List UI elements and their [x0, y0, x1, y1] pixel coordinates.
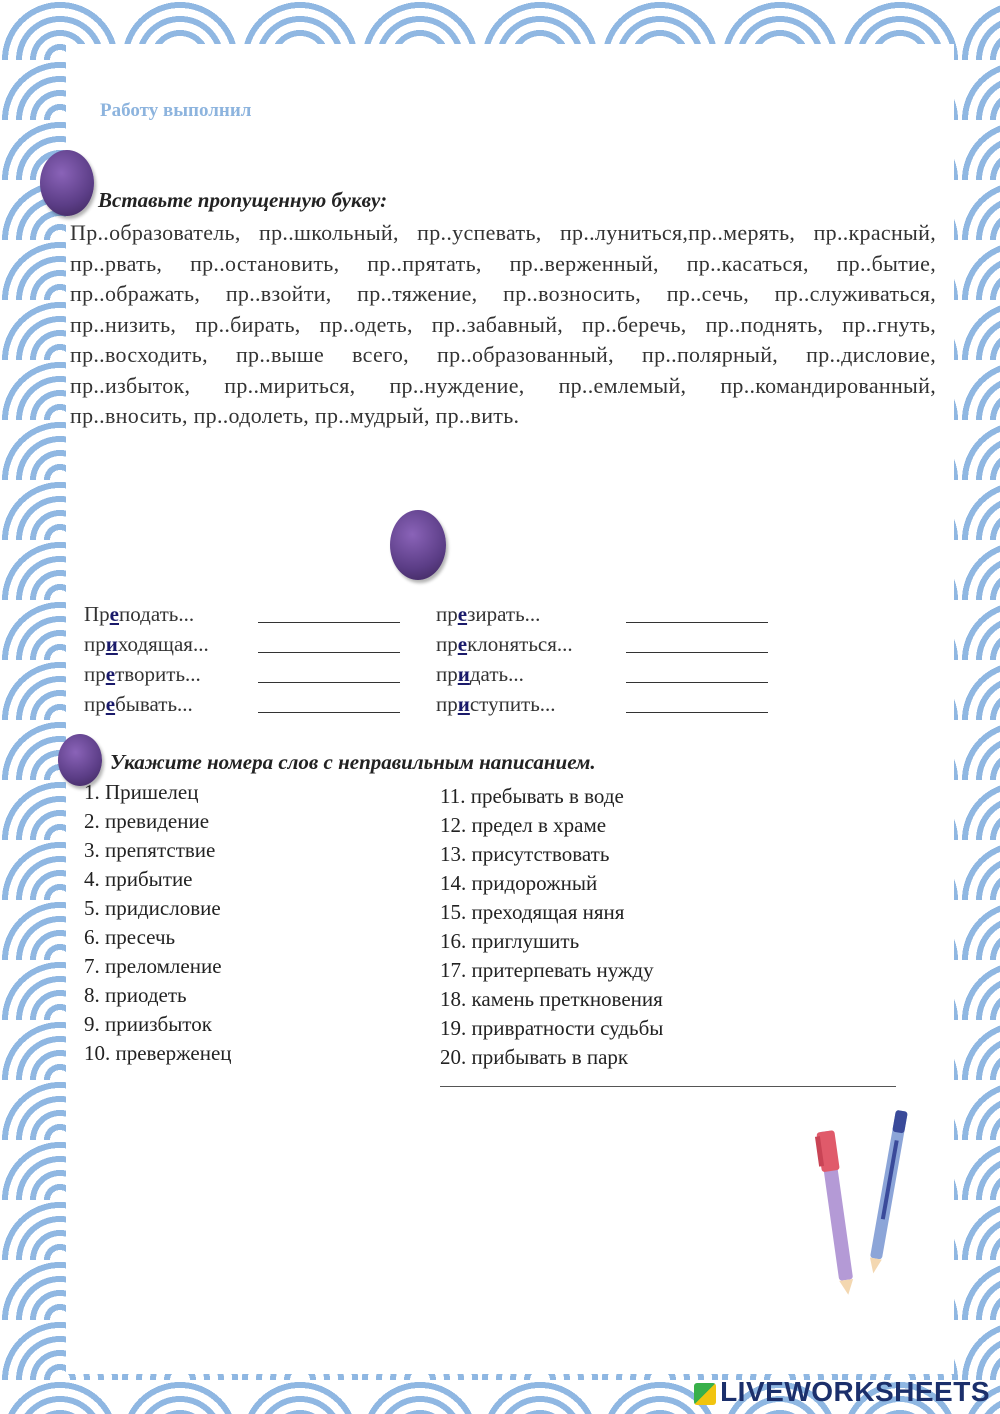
answer-line[interactable] [626, 712, 768, 713]
list-item: 11. пребывать в воде [440, 784, 624, 808]
list-item: 8. приодеть [84, 983, 187, 1007]
answer-line[interactable] [626, 682, 768, 683]
word-item: пребывать... [84, 692, 193, 716]
task2-word-grid [84, 602, 784, 722]
list-item: 5. придисловие [84, 896, 221, 920]
task3-title: Укажите номера слов с неправильным написанием. [110, 750, 596, 774]
task1-passage: Пр..образователь, пр..школьный, пр..успевать, пр..луниться,пр..мерять, пр..красный, пр..рвать, пр..остановить, пр..прятать, пр..верженный, пр..касаться, пр..бытие, пр..ображать, пр..взойти, пр..тяжение, пр..возносить, пр..сечь, пр..служиваться, пр..низить, пр..бирать, пр..одеть, пр..забавный, пр..беречь, пр..поднять, пр..гнуть, пр..восходить, пр..выше всего, пр..образованный, пр..полярный, пр..дисловие, пр..избыток, пр..мириться, пр..нуждение, пр..емлемый, пр..командированный, пр..вносить, пр..одолеть, пр..мудрый, пр..вить. [70, 220, 936, 428]
word-item: Преподать... [84, 602, 195, 626]
answer-line[interactable] [258, 712, 400, 713]
word-list-right [440, 782, 663, 1072]
list-item: 10. преверженец [84, 1041, 232, 1065]
list-item: 17. притерпевать нужду [440, 958, 654, 982]
task1-title: Вставьте пропущенную букву: [98, 188, 388, 212]
word-item: приступить... [436, 692, 556, 716]
header-title: Работу выполнил [100, 100, 252, 121]
list-item: 20. прибывать в парк [440, 1045, 629, 1069]
pens-icon [810, 1100, 920, 1300]
answer-line[interactable] [258, 652, 400, 653]
answer-line[interactable] [626, 652, 768, 653]
word-item: презирать... [436, 602, 541, 626]
list-item: 3. препятствие [84, 838, 216, 862]
list-item: 2. превидение [84, 809, 210, 833]
brand-logo: LIVEWORKSHEETS [694, 1376, 990, 1408]
list-item: 4. прибытие [84, 867, 193, 891]
word-item: преклоняться... [436, 632, 573, 656]
word-item: приходящая... [84, 632, 209, 656]
list-item: 6. пресечь [84, 925, 176, 949]
list-item: 18. камень преткновения [440, 987, 663, 1011]
list-item: 9. приизбыток [84, 1012, 212, 1036]
pushpin-icon [40, 150, 94, 216]
list-item: 19. привратности судьбы [440, 1016, 664, 1040]
list-item: 12. предел в храме [440, 813, 607, 837]
list-item: 14. придорожный [440, 871, 598, 895]
liveworksheets-icon [694, 1383, 716, 1405]
answer-line[interactable] [258, 682, 400, 683]
word-list-left [84, 778, 232, 1068]
task3-answer-line[interactable] [440, 1086, 896, 1087]
list-item: 1. Пришелец [84, 780, 199, 804]
answer-line[interactable] [258, 622, 400, 623]
pushpin-icon [390, 510, 446, 580]
word-item: претворить... [84, 662, 201, 686]
list-item: 15. преходящая няня [440, 900, 625, 924]
word-item: придать... [436, 662, 524, 686]
list-item: 13. присутствовать [440, 842, 610, 866]
list-item: 16. приглушить [440, 929, 580, 953]
list-item: 7. преломление [84, 954, 222, 978]
answer-line[interactable] [626, 622, 768, 623]
